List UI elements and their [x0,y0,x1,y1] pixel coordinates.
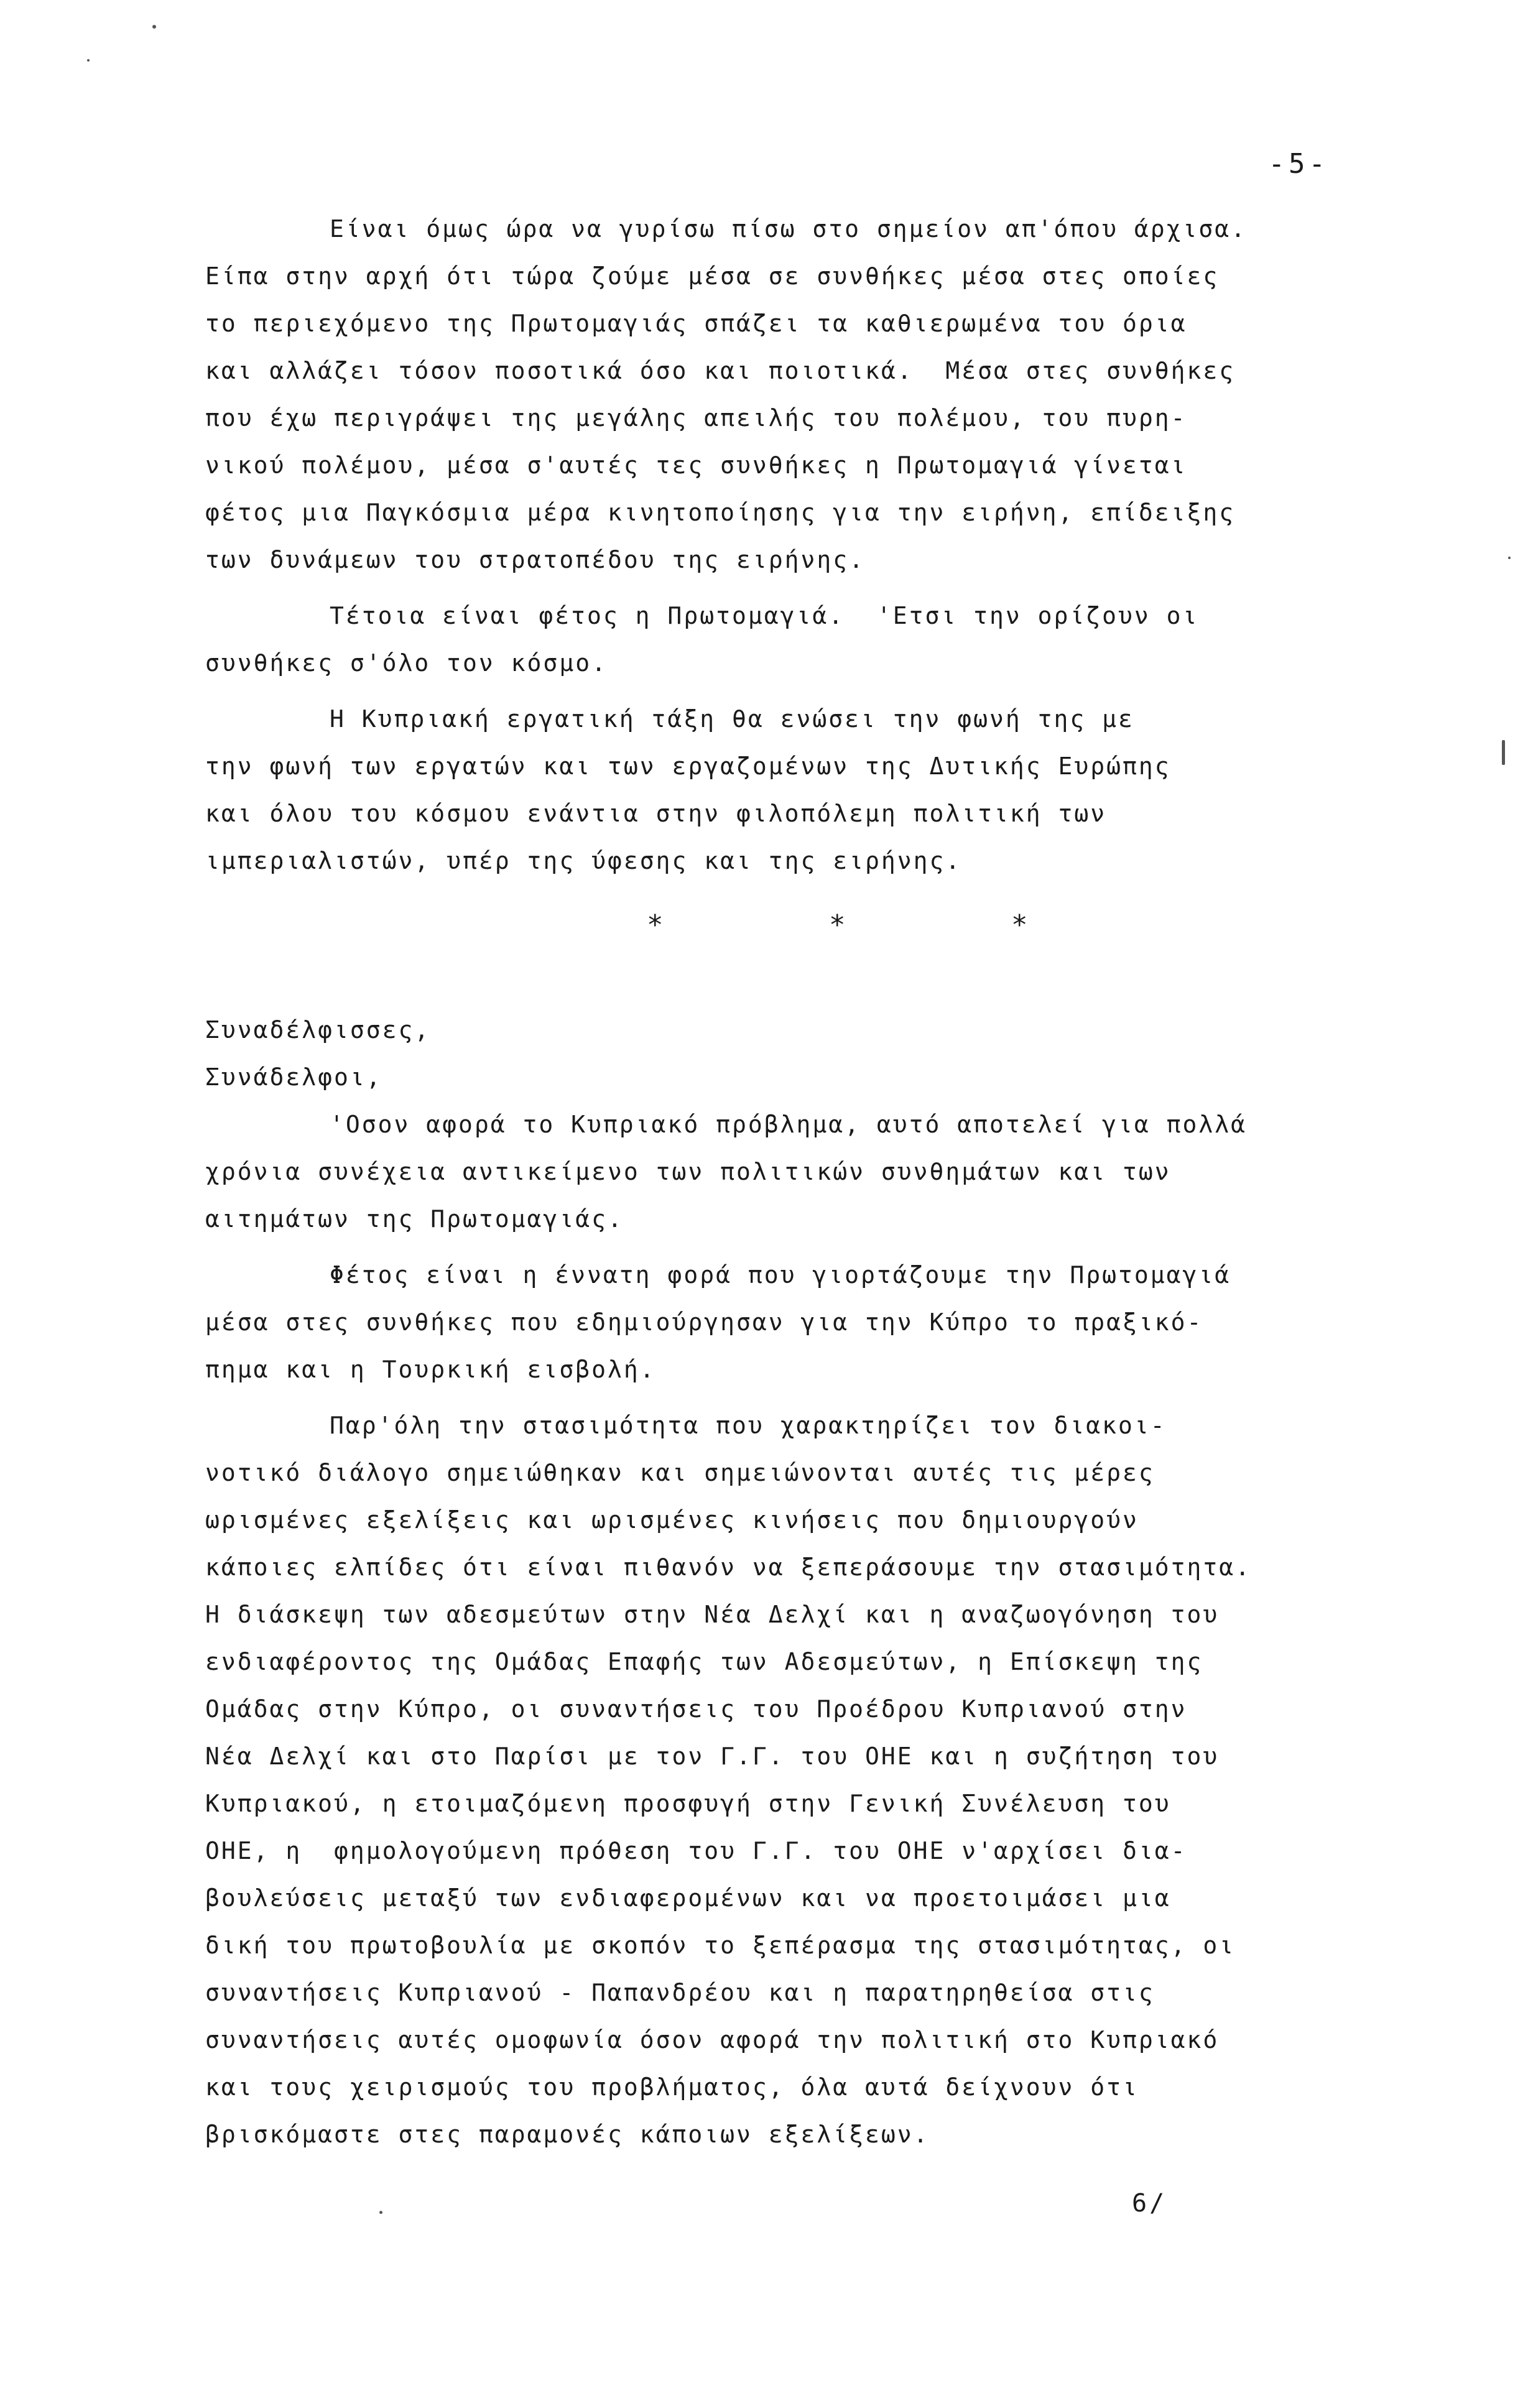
page-number: -5- [1268,148,1329,180]
text-line: νοτικό διάλογο σημειώθηκαν και σημειώνονται αυτές τις μέρες [205,1459,1155,1486]
text-line: χρόνια συνέχεια αντικείμενο των πολιτικών συνθημάτων και των [205,1158,1171,1185]
text-line: συνθήκες σ'όλο τον κόσμο. [205,649,608,677]
text-line: ιμπεριαλιστών, υπέρ της ύφεσης και της ειρήνης. [205,847,962,874]
text-line: και αλλάζει τόσον ποσοτικά όσο και ποιοτικά. Μέσα στες συνθήκες [205,357,1236,384]
text-line: Η Κυπριακή εργατική τάξη θα ενώσει την φωνή της με [330,705,1134,733]
text-line: Τέτοια είναι φέτος η Πρωτομαγιά. 'Ετσι την ορίζουν οι [330,602,1199,629]
text-line: το περιεχόμενο της Πρωτομαγιάς σπάζει τα καθιερωμένα του όρια [205,310,1187,337]
text-line: ΟΗΕ, η φημολογούμενη πρόθεση του Γ.Γ. του ΟΗΕ ν'αρχίσει δια- [205,1837,1187,1864]
text-line: Κυπριακού, η ετοιμαζόμενη προσφυγή στην Γενική Συνέλευση του [205,1790,1171,1817]
scan-speck [152,25,156,29]
text-line: δική του πρωτοβουλία με σκοπόν το ξεπέρασμα της στασιμότητας, οι [205,1932,1236,1959]
text-line: συναντήσεις Κυπριανού - Παπανδρέου και η παρατηρηθείσα στις [205,1979,1155,2006]
scan-speck [87,59,90,62]
text-line: Παρ'όλη την στασιμότητα που χαρακτηρίζει τον διακοι- [330,1412,1167,1439]
salutation-line: Συναδέλφισσες, [205,1016,431,1044]
text-line: κάποιες ελπίδες ότι είναι πιθανόν να ξεπεράσουμε την στασιμότητα. [205,1554,1252,1581]
text-line: μέσα στες συνθήκες που εδημιούργησαν για την Κύπρο το πραξικό- [205,1308,1203,1336]
text-line: αιτημάτων της Πρωτομαγιάς. [205,1205,624,1233]
text-line: και τους χειρισμούς του προβλήματος, όλα αυτά δείχνουν ότι [205,2073,1139,2101]
text-line: Είπα στην αρχή ότι τώρα ζούμε μέσα σε συνθήκες μέσα στες οποίες [205,262,1220,290]
continuation-marker: 6/ [1132,2189,1167,2218]
text-line: βρισκόμαστε στες παραμονές κάποιων εξελίξεων. [205,2121,930,2148]
text-line: Είναι όμως ώρα να γυρίσω πίσω στο σημείον απ'όπου άρχισα. [330,215,1248,243]
text-line: συναντήσεις αυτές ομοφωνία όσον αφορά την πολιτική στο Κυπριακό [205,2026,1220,2054]
text-line: Νέα Δελχί και στο Παρίσι με τον Γ.Γ. του ΟΗΕ και η συζήτηση του [205,1743,1220,1770]
separator-stars: * * * [647,909,1103,941]
text-line: βουλεύσεις μεταξύ των ενδιαφερομένων και να προετοιμάσει μια [205,1884,1171,1912]
text-line: πημα και η Τουρκική εισβολή. [205,1356,656,1383]
text-line: και όλου του κόσμου ενάντια στην φιλοπόλεμη πολιτική των [205,800,1107,827]
text-line: Ομάδας στην Κύπρο, οι συναντήσεις του Προέδρου Κυπριανού στην [205,1695,1187,1723]
scan-speck [379,2211,382,2214]
scan-speck [1502,740,1505,765]
scan-speck [1508,557,1511,559]
text-line: των δυνάμεων του στρατοπέδου της ειρήνης. [205,546,865,573]
text-line: την φωνή των εργατών και των εργαζομένων της Δυτικής Ευρώπης [205,752,1171,780]
text-line: που έχω περιγράψει της μεγάλης απειλής του πολέμου, του πυρη- [205,404,1187,432]
text-line: ωρισμένες εξελίξεις και ωρισμένες κινήσεις που δημιουργούν [205,1506,1139,1534]
text-line: Φέτος είναι η έννατη φορά που γιορτάζουμε την Πρωτομαγιά [330,1261,1231,1289]
text-line: 'Οσον αφορά το Κυπριακό πρόβλημα, αυτό αποτελεί για πολλά [330,1111,1248,1138]
salutation-line: Συνάδελφοι, [205,1063,382,1091]
text-line: φέτος μια Παγκόσμια μέρα κινητοποίησης για την ειρήνη, επίδειξης [205,499,1236,526]
text-line: ενδιαφέροντος της Ομάδας Επαφής των Αδεσμεύτων, η Επίσκεψη της [205,1648,1203,1675]
text-line: Η διάσκεψη των αδεσμεύτων στην Νέα Δελχί και η αναζωογόνηση του [205,1601,1220,1628]
document-body-top [205,205,1405,884]
text-line: νικού πολέμου, μέσα σ'αυτές τες συνθήκες η Πρωτομαγιά γίνεται [205,452,1187,479]
document-body-bottom [205,1006,1405,2158]
